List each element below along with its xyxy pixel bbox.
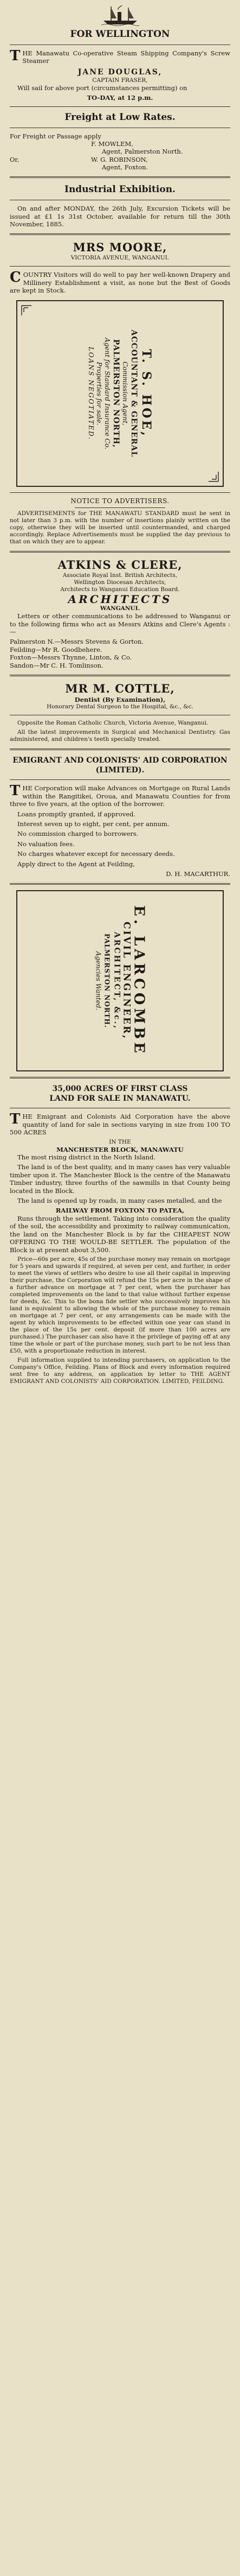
emigrant-heading: EMIGRANT AND COLONISTS' AID CORPORATION (LIMITED). bbox=[12, 756, 228, 775]
hoe-role: Properties for sale. bbox=[95, 361, 103, 425]
atkins-heading: ATKINS & CLERE, bbox=[57, 557, 183, 572]
acres-advert bbox=[10, 1084, 230, 1385]
exhibition-advert bbox=[10, 183, 230, 228]
acres-text: The land is opened up by roads, in many cases metalled, and the bbox=[17, 1197, 222, 1205]
larcombe-name: E. LARCOMBE bbox=[131, 905, 147, 1057]
divider bbox=[10, 266, 230, 267]
hoe-role: Commission Agent, bbox=[121, 361, 129, 426]
list-item: Sandon—Mr C. H. Tomlinson. bbox=[10, 661, 103, 669]
notice-text: ADVERTISEMENTS for THE MANAWATU STANDARD must be sent in not later than 3 p.m. with the number of insertions plainly written on the copy, otherwise they will be inserted until countermanded, and charged accordingly. Replace Advertisements must be supplied the day previous to that on which they are to appear. bbox=[10, 510, 230, 545]
acres-heading: 35,000 ACRES OF FIRST CLASS bbox=[52, 1084, 188, 1094]
larcombe-town: PALMERSTON NORTH. bbox=[103, 934, 111, 1029]
cottle-text: Opposite the Roman Catholic Church, Victoria Avenue, Wanganui. bbox=[17, 720, 209, 727]
hoe-role: ACCOUNTANT & GENERAL bbox=[129, 329, 138, 458]
acres-heading: LAND FOR SALE IN MANAWATU. bbox=[49, 1094, 191, 1103]
divider bbox=[10, 492, 230, 493]
divider bbox=[10, 1077, 230, 1078]
larcombe-role: Agencies Wanted. bbox=[94, 951, 102, 1011]
divider bbox=[75, 507, 165, 508]
divider bbox=[10, 176, 230, 178]
larcombe-role: CIVIL ENGINEER, bbox=[121, 922, 132, 1040]
hoe-name: T. S. HOE, bbox=[139, 348, 153, 438]
acres-text: Runs through the settlement. Taking into consideration the quality of the soil, the accessibility and proximity to railway communication, the land on the Manchester Block is by far the CHEAPEST NOW OFFERING TO THE WOULD-BE SETTLER. The population of the Block is at present about 3,500. bbox=[10, 1214, 230, 1254]
atkins-agents-list bbox=[10, 638, 230, 669]
apply-text: For Freight or Passage apply bbox=[10, 132, 101, 140]
wellington-heading: FOR WELLINGTON bbox=[70, 29, 170, 40]
divider bbox=[10, 675, 230, 676]
cottle-subtitle: Dentist (By Examination), bbox=[74, 695, 166, 703]
hoe-business-card bbox=[16, 300, 224, 487]
or-text: Or, bbox=[10, 155, 20, 163]
atkins-subtitle: Associate Royal Inst. British Architects, bbox=[62, 572, 178, 579]
acres-text: The land is of the best quality, and in many cases has very valuable timber upon it. The Manchester Block is the centre of the Manawatu Timber industry, three fourths of the sawmills in that County being located in the Block. bbox=[10, 1163, 230, 1195]
agent2-name: W. G. ROBINSON, bbox=[91, 155, 148, 163]
emigrant-text: No charges whatever except for necessary deeds. bbox=[17, 850, 175, 858]
cottle-subtitle: Honorary Dental Surgeon to the Hospital, &c., &c. bbox=[47, 703, 193, 710]
notice-heading: NOTICE TO ADVERTISERS. bbox=[70, 497, 170, 505]
emigrant-signature: D. H. MACARTHUR. bbox=[166, 870, 230, 878]
emigrant-text: Interest seven up to eight, per cent, per annum. bbox=[17, 820, 170, 828]
acres-block: MANCHESTER BLOCK, MANAWATU bbox=[56, 1145, 184, 1153]
moore-heading: MRS MOORE, bbox=[73, 240, 167, 255]
ornament-corner-icon bbox=[207, 471, 219, 483]
captain-name: CAPTAIN FRASER, bbox=[92, 77, 148, 84]
atkins-subtitle: Architects to Wanganui Education Board. bbox=[60, 586, 180, 593]
cottle-text: All the latest improvements in Surgical and Mechanical Dentistry. Gas administered, and children's teeth specially treated. bbox=[10, 729, 230, 743]
moore-advert bbox=[10, 240, 230, 294]
sail-date: TO-DAY, at 12 p.m. bbox=[87, 94, 153, 102]
emigrant-text: Apply direct to the Agent at Feilding, bbox=[17, 860, 135, 868]
hoe-role: LOANS NEGOTIATED. bbox=[87, 346, 95, 440]
agent1-name: F. MOWLEM, bbox=[91, 140, 133, 148]
sail-text: Will sail for above port (circumstances permitting) on bbox=[17, 84, 187, 92]
hoe-card-text bbox=[87, 307, 154, 480]
acres-text: The most rising district in the North Island. bbox=[17, 1153, 155, 1162]
list-item: Foxton—Messrs Thynne, Linton, & Co. bbox=[10, 653, 132, 662]
cottle-heading: MR M. COTTLE, bbox=[65, 681, 175, 695]
list-item: Feilding—Mr R. Goodbehere. bbox=[10, 645, 102, 653]
wellington-intro: THE Manawatu Co-operative Steam Shipping Company's Screw Steamer bbox=[10, 48, 230, 65]
ship-name: JANE DOUGLAS, bbox=[77, 67, 163, 77]
acres-in-the: IN THE bbox=[109, 1138, 131, 1145]
moore-address: VICTORIA AVENUE, WANGANUI. bbox=[70, 255, 170, 262]
exhibition-heading: Industrial Exhibition. bbox=[64, 184, 176, 195]
wellington-advert bbox=[10, 4, 230, 171]
divider bbox=[10, 551, 230, 553]
acres-text: Full information supplied to intending purchasers, on application to the Company's Office, Feilding. Plans of Block and every information required sent free to any address, on application by letter to THE AGENT EMIGRANT AND COLONISTS' AID CORPORATION. LIMITED, FEILDING. bbox=[10, 1356, 230, 1385]
cottle-advert bbox=[10, 682, 230, 743]
acres-text: THE Emigrant and Colonists Aid Corporation have the above quantity of land for sale in sections varying in size from 100 TO 500 ACRES bbox=[10, 1111, 230, 1137]
atkins-advert bbox=[10, 558, 230, 669]
moore-text: COUNTRY Visitors will do well to pay her well-known Drapery and Millinery Establishment a visit, as none but the Best of Goods are kept in Stock. bbox=[10, 269, 230, 295]
hoe-town: PALMERSTON NORTH, bbox=[111, 339, 120, 448]
atkins-text: Letters or other communications to be addressed to Wanganui or to the following firms who act as Messrs Atkins and Clere's Agents :— bbox=[10, 612, 230, 636]
acres-railway: RAILWAY FROM FOXTON TO PATEA, bbox=[55, 1207, 185, 1215]
divider bbox=[10, 748, 230, 750]
hoe-role: Agent for Standard Insurance Co. bbox=[103, 337, 111, 449]
freight-heading: Freight at Low Rates. bbox=[64, 111, 176, 123]
steamship-icon bbox=[101, 4, 139, 26]
exhibition-text: On and after MONDAY, the 26th July, Excursion Tickets will be issued at £1 1s 31st October, available for return till the 30th November, 1885. bbox=[10, 205, 230, 229]
larcombe-business-card bbox=[16, 890, 224, 1071]
larcombe-card-text bbox=[94, 894, 146, 1068]
notice-advert bbox=[10, 497, 230, 545]
emigrant-advert bbox=[10, 756, 230, 878]
agent1-address: Agent, Palmerston North. bbox=[102, 148, 183, 156]
emigrant-text: Loans promptly granted, if approved. bbox=[17, 810, 136, 818]
larcombe-role: ARCHITECT, &c., bbox=[112, 932, 121, 1030]
divider bbox=[10, 233, 230, 235]
atkins-town: WANGANUI. bbox=[100, 605, 140, 612]
acres-text: Price—60s per acre, 45s of the purchase money may remain on mortgage for 5 years and upwards if required, at seven per cent, and further, in order to meet the views of settlers who desire to use all their capital in improving their purchase, the Corporation will refund the 15s per acre in the shape of a further advance on mortgage at 7 per cent, when the purchaser has completed improvements on the land to that value without further expense for deeds, &c. This to the bona fide settler who successively improves his land is equivalent to allowing the whole of the purchase money to remain on mortgage at 7 per cent, or any arrangements can be made with the agent by which improvements to be effected within one year can stand in the place of the 15s per cent. deposit (if more than 100 acres are purchased.) The purchaser can also have it the privilege of paying off at any time the whole or part of the purchase money, such part to be not less than £50, with a proportionate reduction in interest. bbox=[10, 1255, 230, 1354]
architects-logo: ARCHITECTS bbox=[68, 592, 172, 606]
agent2-address: Agent, Foxton. bbox=[102, 163, 148, 171]
emigrant-text: No commission charged to borrowers. bbox=[17, 830, 139, 838]
divider bbox=[10, 883, 230, 885]
atkins-subtitle: Wellington Diocesan Architects, bbox=[74, 579, 166, 586]
divider bbox=[10, 106, 230, 107]
emigrant-text: THE Corporation will make Advances on Mortgage on Rural Lands within the Rangitikei, Oroua, and Manawatu Counties for from three to five years, at the option of the borrower. bbox=[10, 783, 230, 808]
divider bbox=[10, 779, 230, 780]
ornament-corner-icon bbox=[21, 304, 33, 316]
list-item: Palmerston N.—Messrs Stevens & Gorton. bbox=[10, 638, 144, 646]
emigrant-text: No valuation fees. bbox=[17, 840, 75, 848]
